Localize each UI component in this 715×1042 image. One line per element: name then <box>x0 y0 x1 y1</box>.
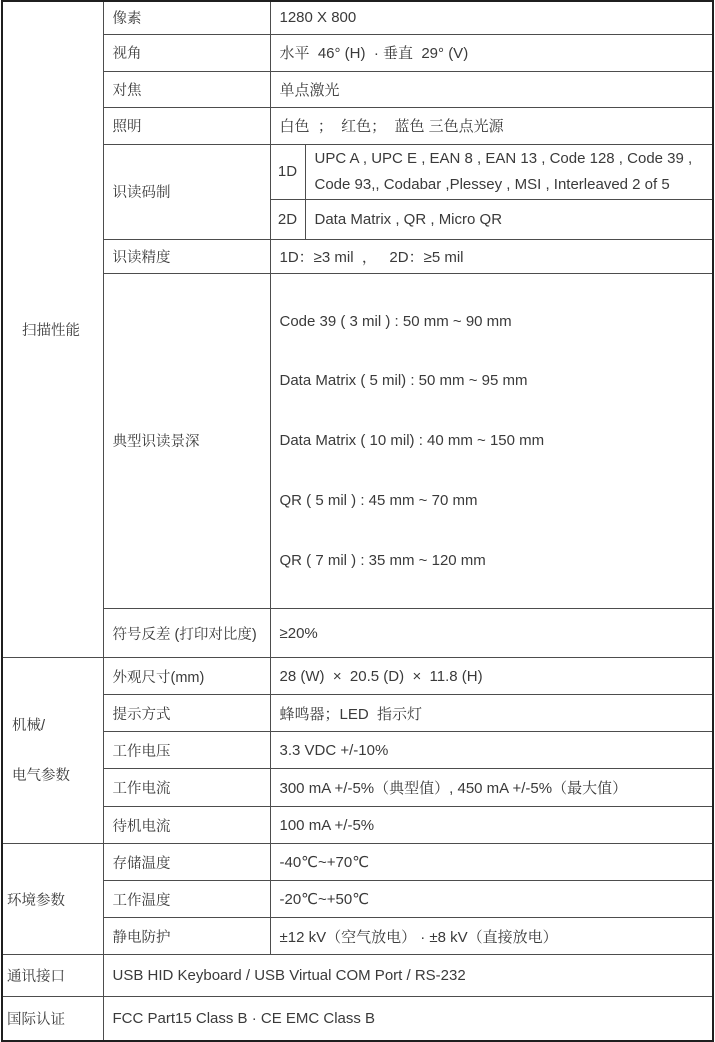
spec-label-focus: 对焦 <box>103 71 270 107</box>
symbology-key-1d: 1D <box>270 144 305 199</box>
category-mech-line-1: 机械/ <box>12 717 46 734</box>
spec-value-focus: 单点激光 <box>270 71 713 107</box>
spec-row-current <box>2 769 713 807</box>
spec-row-pixel <box>2 1 713 34</box>
spec-value-contrast: ≥20% <box>270 609 713 658</box>
category-cell-mechanical-electrical <box>2 658 103 844</box>
spec-value-interface: USB HID Keyboard / USB Virtual COM Port / RS-232 <box>103 955 713 997</box>
spec-label-depth-of-field: 典型识读景深 <box>103 273 270 609</box>
spec-row-depth-of-field <box>2 273 713 609</box>
spec-row-illumination <box>2 107 713 144</box>
spec-table <box>1 0 714 1042</box>
spec-value-symbologies-2d: Data Matrix , QR , Micro QR <box>305 199 713 239</box>
spec-row-standby-current <box>2 807 713 844</box>
dof-line-1: Code 39 ( 3 mil ) : 50 mm ~ 90 mm <box>279 312 512 330</box>
spec-label-esd: 静电防护 <box>103 918 270 955</box>
spec-label-symbologies: 识读码制 <box>103 144 270 239</box>
spec-row-esd <box>2 918 713 955</box>
spec-label-dimensions: 外观尺寸(mm) <box>103 658 270 695</box>
spec-row-certification <box>2 997 713 1041</box>
spec-value-voltage: 3.3 VDC +/-10% <box>270 732 713 769</box>
category-cell-scan-performance: 扫描性能 <box>2 1 103 658</box>
category-cell-environment: 环境参数 <box>2 844 103 955</box>
category-mech-line-2: 电气参数 <box>12 767 70 784</box>
spec-value-pixel: 1280 X 800 <box>270 1 713 34</box>
spec-label-current: 工作电流 <box>103 769 270 807</box>
spec-row-view-angle <box>2 34 713 71</box>
spec-label-indicator: 提示方式 <box>103 695 270 732</box>
dof-line-2: Data Matrix ( 5 mil) : 50 mm ~ 95 mm <box>279 372 528 390</box>
dof-line-3: Data Matrix ( 10 mil) : 40 mm ~ 150 mm <box>279 432 545 450</box>
spec-value-operating-temp: -20℃~+50℃ <box>270 881 713 918</box>
spec-value-symbologies-1d: UPC A , UPC E , EAN 8 , EAN 13 , Code 128 , Code 39 , Code 93,, Codabar ,Plessey , MSI , Interleaved 2 of 5 <box>305 144 713 199</box>
dof-line-4: QR ( 5 mil ) : 45 mm ~ 70 mm <box>279 491 478 509</box>
spec-label-operating-temp: 工作温度 <box>103 881 270 918</box>
spec-row-indicator <box>2 695 713 732</box>
spec-value-dimensions: 28 (W) × 20.5 (D) × 11.8 (H) <box>270 658 713 695</box>
spec-row-precision <box>2 239 713 273</box>
dof-line-5: QR ( 7 mil ) : 35 mm ~ 120 mm <box>279 551 486 569</box>
spec-label-standby-current: 待机电流 <box>103 807 270 844</box>
spec-value-view-angle: 水平 46° (H) · 垂直 29° (V) <box>270 34 713 71</box>
spec-label-voltage: 工作电压 <box>103 732 270 769</box>
spec-label-view-angle: 视角 <box>103 34 270 71</box>
spec-value-esd: ±12 kV（空气放电） · ±8 kV（直接放电） <box>270 918 713 955</box>
category-cell-interface: 通讯接口 <box>2 955 103 997</box>
symbology-key-2d: 2D <box>270 199 305 239</box>
spec-value-standby-current: 100 mA +/-5% <box>270 807 713 844</box>
spec-label-pixel: 像素 <box>103 1 270 34</box>
spec-row-operating-temp <box>2 881 713 918</box>
spec-row-symbologies-1d <box>2 144 713 199</box>
spec-row-interface <box>2 955 713 997</box>
category-cell-certification: 国际认证 <box>2 997 103 1041</box>
spec-row-storage-temp <box>2 844 713 881</box>
spec-value-indicator: 蜂鸣器；LED 指示灯 <box>270 695 713 732</box>
spec-value-current: 300 mA +/-5%（典型值）, 450 mA +/-5%（最大值） <box>270 769 713 807</box>
spec-value-illumination: 白色 ； 红色； 蓝色 三色点光源 <box>270 107 713 144</box>
spec-label-illumination: 照明 <box>103 107 270 144</box>
spec-row-contrast <box>2 609 713 658</box>
spec-row-focus <box>2 71 713 107</box>
spec-row-dimensions <box>2 658 713 695</box>
spec-value-storage-temp: -40℃~+70℃ <box>270 844 713 881</box>
spec-label-storage-temp: 存储温度 <box>103 844 270 881</box>
spec-value-precision: 1D：≥3 mil ， 2D：≥5 mil <box>270 239 713 273</box>
spec-label-precision: 识读精度 <box>103 239 270 273</box>
spec-value-certification: FCC Part15 Class B · CE EMC Class B <box>103 997 713 1041</box>
spec-row-voltage <box>2 732 713 769</box>
spec-label-contrast: 符号反差 (打印对比度) <box>103 609 270 658</box>
spec-value-depth-of-field <box>270 273 713 609</box>
